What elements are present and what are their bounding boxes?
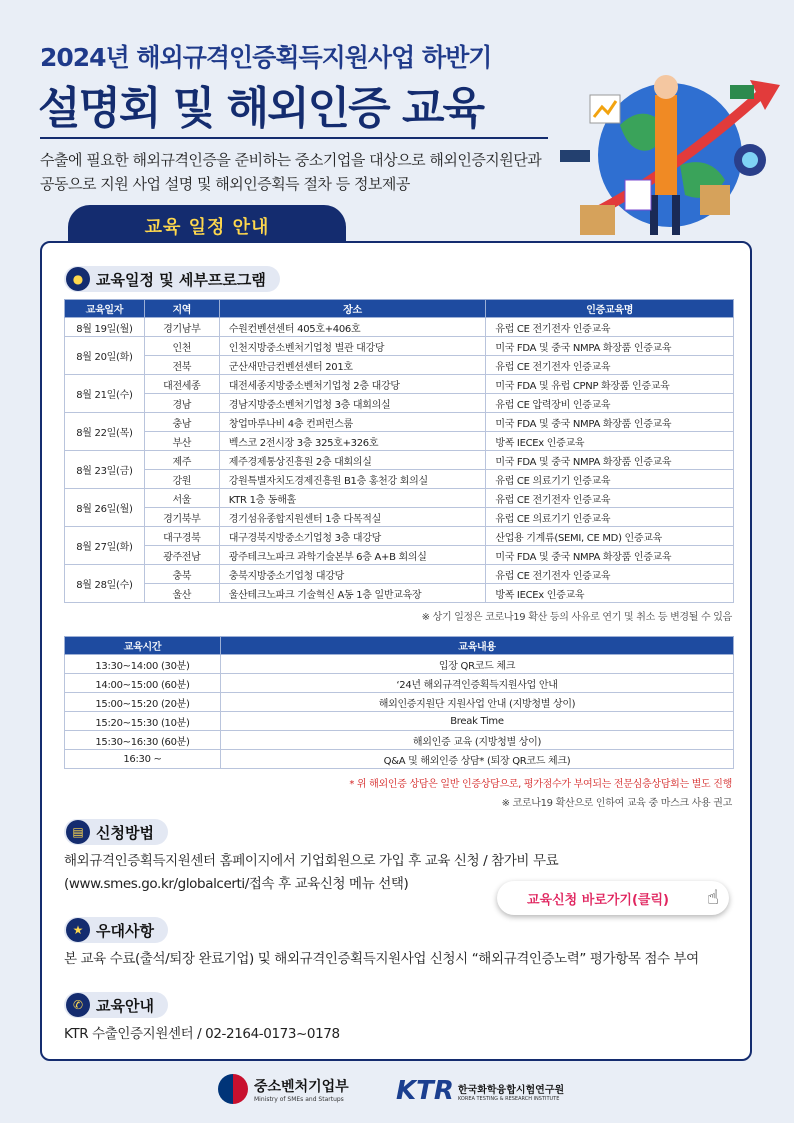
phone-icon: ✆ [66, 993, 90, 1017]
schedule-region: 충북 [144, 565, 219, 584]
schedule-course: 미국 FDA 및 중국 NMPA 화장품 인증교육 [486, 413, 734, 432]
taegeuk-icon [218, 1074, 248, 1104]
schedule-row [65, 356, 734, 375]
global-business-illustration [560, 55, 790, 245]
schedule-region: 대구경북 [144, 527, 219, 546]
schedule-region: 부산 [144, 432, 219, 451]
time-content: 해외인증 교육 (지방청별 상이) [221, 731, 734, 750]
schedule-region: 제주 [144, 451, 219, 470]
schedule-course: 미국 FDA 및 중국 NMPA 화장품 인증교육 [486, 451, 734, 470]
schedule-date: 8월 22일(목) [65, 413, 145, 451]
time-header-content: 교육내용 [221, 637, 734, 655]
mss-name-en: Ministry of SMEs and Startups [254, 1095, 344, 1103]
schedule-region: 대전세종 [144, 375, 219, 394]
schedule-course: 유럽 CE 전기전자 인증교육 [486, 356, 734, 375]
ktr-logo [396, 1076, 564, 1106]
schedule-header-place: 장소 [219, 300, 486, 318]
schedule-place: 경남지방중소벤처기업청 3층 대회의실 [219, 394, 486, 413]
time-table [64, 636, 734, 769]
schedule-row [65, 584, 734, 603]
schedule-region: 전북 [144, 356, 219, 375]
schedule-region: 경기북부 [144, 508, 219, 527]
location-pin-icon: ● [66, 267, 90, 291]
schedule-place: 제주경제통상진흥원 2층 대회의실 [219, 451, 486, 470]
schedule-header-date: 교육일자 [65, 300, 145, 318]
schedule-date: 8월 28일(수) [65, 565, 145, 603]
schedule-place: 군산새만금컨벤션센터 201호 [219, 356, 486, 375]
schedule-row [65, 508, 734, 527]
schedule-region: 경남 [144, 394, 219, 413]
time-row [65, 712, 734, 731]
schedule-place: 충북지방중소기업청 대강당 [219, 565, 486, 584]
schedule-row [65, 413, 734, 432]
hand-pointer-icon: ☝ [706, 885, 719, 909]
schedule-course: 미국 FDA 및 중국 NMPA 화장품 인증교육 [486, 337, 734, 356]
apply-section-heading [64, 819, 168, 845]
benefit-section-title: 우대사항 [96, 921, 154, 940]
time-slot: 16:30 ~ [65, 750, 221, 769]
ktr-name: 한국화학융합시험연구원 [457, 1084, 565, 1096]
schedule-table [64, 299, 734, 603]
schedule-row [65, 451, 734, 470]
time-row [65, 750, 734, 769]
time-slot: 15:30~16:30 (60분) [65, 731, 221, 750]
time-content: 해외인증지원단 지원사업 안내 (지방청별 상이) [221, 693, 734, 712]
content-panel [40, 241, 752, 1061]
schedule-course: 미국 FDA 및 유럽 CPNP 화장품 인증교육 [486, 375, 734, 394]
schedule-row [65, 337, 734, 356]
schedule-row [65, 375, 734, 394]
time-row [65, 674, 734, 693]
time-row [65, 655, 734, 674]
schedule-row [65, 527, 734, 546]
schedule-course: 유럽 CE 의료기기 인증교육 [486, 508, 734, 527]
schedule-course: 유럽 CE 의료기기 인증교육 [486, 470, 734, 489]
schedule-note: ※ 상기 일정은 코로나19 확산 등의 사유로 연기 및 취소 등 변경될 수 있음 [421, 612, 732, 623]
contact-section-title: 교육안내 [96, 996, 154, 1015]
schedule-region: 인천 [144, 337, 219, 356]
schedule-row [65, 546, 734, 565]
apply-line-2: (www.smes.go.kr/globalcerti/접속 후 교육신청 메뉴 선택) [64, 876, 409, 892]
title-divider [40, 137, 548, 139]
consultation-note: * 위 해외인증 상담은 일반 인증상담으로, 평가점수가 부여되는 전문심층상담회는 별도 진행 [349, 779, 732, 790]
apply-line-1: 해외규격인증획득지원센터 홈페이지에서 기업회원으로 가입 후 교육 신청 / 참가비 무료 [64, 853, 559, 869]
schedule-region: 경기남부 [144, 318, 219, 337]
schedule-date: 8월 26일(월) [65, 489, 145, 527]
mask-note: ※ 코로나19 확산으로 인하여 교육 중 마스크 사용 권고 [501, 798, 732, 809]
schedule-place: 벡스코 2전시장 3층 325호+326호 [219, 432, 486, 451]
schedule-date: 8월 20일(화) [65, 337, 145, 375]
schedule-date: 8월 21일(수) [65, 375, 145, 413]
schedule-row [65, 489, 734, 508]
intro-line-1: 수출에 필요한 해외규격인증을 준비하는 중소기업을 대상으로 해외인증지원단과 [40, 151, 542, 169]
schedule-place: 인천지방중소벤처기업청 별관 대강당 [219, 337, 486, 356]
time-slot: 15:20~15:30 (10분) [65, 712, 221, 731]
schedule-section-heading [64, 266, 280, 292]
schedule-place: 강원특별자치도경제진흥원 B1층 홍천강 회의실 [219, 470, 486, 489]
schedule-section-title: 교육일정 및 세부프로그램 [96, 270, 266, 289]
ktr-mark: KTR [396, 1076, 454, 1106]
schedule-date: 8월 23일(금) [65, 451, 145, 489]
document-icon: ▤ [66, 820, 90, 844]
intro-line-2: 공동으로 지원 사업 설명 및 해외인증획득 절차 등 정보제공 [40, 175, 410, 193]
time-slot: 15:00~15:20 (20분) [65, 693, 221, 712]
schedule-row [65, 318, 734, 337]
schedule-region: 충남 [144, 413, 219, 432]
benefit-text: 본 교육 수료(출석/퇴장 완료기업) 및 해외규격인증획득지원사업 신청시 “해외규격인증노력” 평가항목 점수 부여 [64, 951, 699, 967]
schedule-region: 강원 [144, 470, 219, 489]
schedule-course: 유럽 CE 전기전자 인증교육 [486, 318, 734, 337]
schedule-course: 유럽 CE 전기전자 인증교육 [486, 565, 734, 584]
time-content: ‘24년 해외규격인증획득지원사업 안내 [221, 674, 734, 693]
contact-section-heading [64, 992, 168, 1018]
schedule-date: 8월 27일(화) [65, 527, 145, 565]
schedule-course: 유럽 CE 압력장비 인증교육 [486, 394, 734, 413]
schedule-place: 경기섬유종합지원센터 1층 다목적실 [219, 508, 486, 527]
schedule-course: 유럽 CE 전기전자 인증교육 [486, 489, 734, 508]
schedule-course: 산업용 기계류(SEMI, CE MD) 인증교육 [486, 527, 734, 546]
time-content: Break Time [221, 712, 734, 731]
schedule-course: 방폭 IECEx 인증교육 [486, 432, 734, 451]
schedule-place: 광주테크노파크 과학기술본부 6층 A+B 회의실 [219, 546, 486, 565]
page-subtitle: 2024년 해외규격인증획득지원사업 하반기 [40, 43, 492, 72]
time-header-time: 교육시간 [65, 637, 221, 655]
schedule-date: 8월 19일(월) [65, 318, 145, 337]
schedule-place: KTR 1층 동해홀 [219, 489, 486, 508]
schedule-section-tab: 교육 일정 안내 [68, 205, 346, 247]
schedule-course: 방폭 IECEx 인증교육 [486, 584, 734, 603]
mss-logo [218, 1074, 349, 1104]
mss-name: 중소벤처기업부 [254, 1078, 349, 1095]
schedule-header-region: 지역 [144, 300, 219, 318]
page-title: 설명회 및 해외인증 교육 [38, 83, 483, 134]
schedule-region: 서울 [144, 489, 219, 508]
schedule-place: 대구경북지방중소기업청 3층 대강당 [219, 527, 486, 546]
schedule-place: 창업마루나비 4층 컨퍼런스룸 [219, 413, 486, 432]
schedule-row [65, 565, 734, 584]
apply-section-title: 신청방법 [96, 823, 154, 842]
schedule-row [65, 394, 734, 413]
schedule-header-course: 인증교육명 [486, 300, 734, 318]
time-row [65, 693, 734, 712]
contact-text: KTR 수출인증지원센터 / 02-2164-0173~0178 [64, 1026, 340, 1042]
ktr-name-en: KOREA TESTING & RESEARCH INSTITUTE [457, 1095, 560, 1102]
schedule-place: 대전세종지방중소벤처기업청 2층 대강당 [219, 375, 486, 394]
schedule-place: 수원컨벤션센터 405호+406호 [219, 318, 486, 337]
schedule-row [65, 432, 734, 451]
apply-button-label: 교육신청 바로가기(클릭) [527, 892, 669, 908]
footer-logos [0, 1070, 794, 1110]
star-icon: ★ [66, 918, 90, 942]
time-slot: 14:00~15:00 (60분) [65, 674, 221, 693]
apply-link-button[interactable] [497, 881, 729, 915]
schedule-course: 미국 FDA 및 중국 NMPA 화장품 인증교육 [486, 546, 734, 565]
benefit-section-heading [64, 917, 168, 943]
apply-text [64, 850, 558, 896]
time-content: Q&A 및 해외인증 상담* (퇴장 QR코드 체크) [221, 750, 734, 769]
time-content: 입장 QR코드 체크 [221, 655, 734, 674]
time-slot: 13:30~14:00 (30분) [65, 655, 221, 674]
intro-text [40, 148, 560, 196]
schedule-region: 울산 [144, 584, 219, 603]
schedule-row [65, 470, 734, 489]
time-row [65, 731, 734, 750]
schedule-region: 광주전남 [144, 546, 219, 565]
schedule-place: 울산테크노파크 기술혁신 A동 1층 일반교육장 [219, 584, 486, 603]
